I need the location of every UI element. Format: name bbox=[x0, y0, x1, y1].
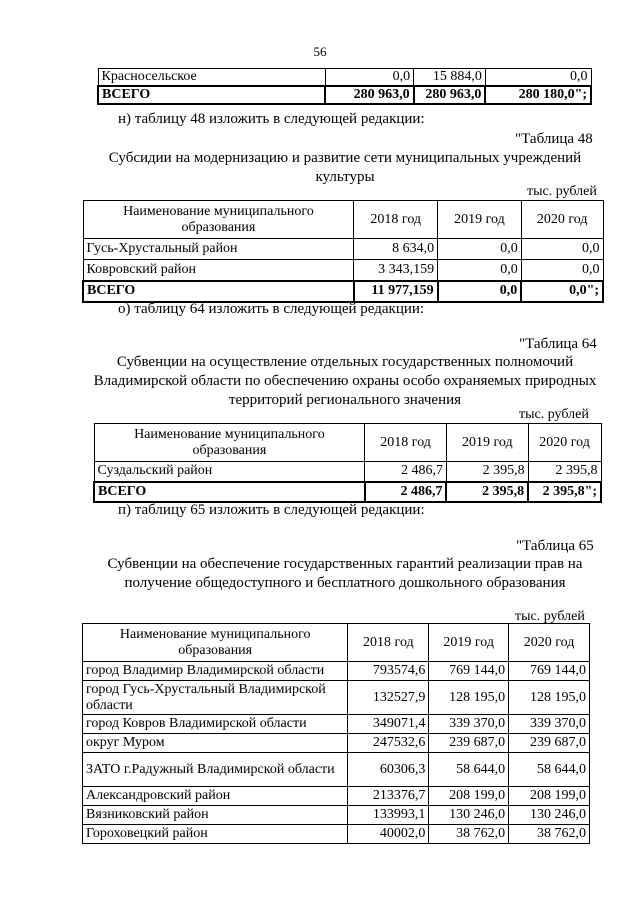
value-2018: 40002,0 bbox=[348, 825, 429, 844]
total-label: ВСЕГО bbox=[98, 86, 325, 104]
total-row bbox=[98, 86, 591, 104]
instruction-o: о) таблицу 64 изложить в следующей редакции: bbox=[118, 301, 425, 317]
table-48-title bbox=[80, 149, 610, 187]
total-2018: 280 963,0 bbox=[325, 86, 414, 104]
value-2020: 208 199,0 bbox=[509, 787, 590, 806]
total-2019: 2 395,8 bbox=[446, 482, 528, 502]
table-row bbox=[94, 462, 601, 482]
total-2020: 2 395,8"; bbox=[528, 482, 601, 502]
title-line: Субсидии на модернизацию и развитие сети муниципальных учреждений bbox=[108, 150, 582, 166]
table-row bbox=[98, 69, 591, 87]
value-2018: 3 343,159 bbox=[354, 260, 438, 281]
table-row bbox=[83, 787, 590, 806]
row-name: город Владимир Владимирской области bbox=[83, 662, 348, 681]
table-row bbox=[83, 715, 590, 734]
page-number: 56 bbox=[313, 44, 327, 59]
row-name: Вязниковский район bbox=[83, 806, 348, 825]
row-name: Александровский район bbox=[83, 787, 348, 806]
total-2018: 2 486,7 bbox=[365, 482, 447, 502]
table-row bbox=[83, 681, 590, 715]
value-2020: 58 644,0 bbox=[509, 753, 590, 787]
table-row bbox=[83, 260, 603, 281]
continued-table bbox=[97, 68, 592, 105]
value-2020: 239 687,0 bbox=[509, 734, 590, 753]
row-name: Суздальский район bbox=[94, 462, 365, 482]
title-line: Субвенции на обеспечение государственных гарантий реализации прав на bbox=[107, 556, 583, 572]
table-65-units: тыс. рублей bbox=[515, 609, 585, 624]
value-2020: 38 762,0 bbox=[509, 825, 590, 844]
header-2019: 2019 год bbox=[438, 201, 522, 239]
row-name: город Ковров Владимирской области bbox=[83, 715, 348, 734]
table-header-row bbox=[94, 424, 601, 462]
table-65-title bbox=[80, 555, 610, 593]
header-2018: 2018 год bbox=[365, 424, 447, 462]
value-2018: 8 634,0 bbox=[354, 239, 438, 260]
table-64 bbox=[93, 423, 602, 503]
value-2020: 769 144,0 bbox=[509, 662, 590, 681]
value-2019: 239 687,0 bbox=[429, 734, 509, 753]
header-2018: 2018 год bbox=[348, 624, 429, 662]
value-2019: 58 644,0 bbox=[429, 753, 509, 787]
total-row bbox=[83, 281, 603, 302]
row-name: Гороховецкий район bbox=[83, 825, 348, 844]
table-64-label: "Таблица 64 bbox=[519, 336, 597, 352]
row-name: ЗАТО г.Радужный Владимирской области bbox=[83, 753, 348, 787]
value-2020: 0,0 bbox=[485, 69, 591, 87]
row-name: Красносельское bbox=[98, 69, 325, 87]
value-2020: 2 395,8 bbox=[528, 462, 601, 482]
header-name: Наименование муниципального образования bbox=[94, 424, 365, 462]
value-2020: 339 370,0 bbox=[509, 715, 590, 734]
table-65 bbox=[82, 623, 590, 844]
total-2020: 280 180,0"; bbox=[485, 86, 591, 104]
value-2019: 15 884,0 bbox=[414, 69, 486, 87]
title-line: Субвенции на осуществление отдельных государственных полномочий bbox=[116, 354, 574, 370]
value-2020: 128 195,0 bbox=[509, 681, 590, 715]
title-line: получение общедоступного и бесплатного дошкольного образования bbox=[124, 575, 566, 591]
total-row bbox=[94, 482, 601, 502]
table-row bbox=[83, 753, 590, 787]
value-2018: 0,0 bbox=[325, 69, 414, 87]
value-2019: 208 199,0 bbox=[429, 787, 509, 806]
value-2019: 0,0 bbox=[438, 260, 522, 281]
row-name: Гусь-Хрустальный район bbox=[83, 239, 354, 260]
value-2019: 130 246,0 bbox=[429, 806, 509, 825]
total-2020: 0,0"; bbox=[521, 281, 603, 302]
table-row bbox=[83, 734, 590, 753]
value-2020: 0,0 bbox=[521, 239, 603, 260]
table-row bbox=[83, 239, 603, 260]
value-2018: 60306,3 bbox=[348, 753, 429, 787]
title-line: Владимирской области по обеспечению охраны особо охраняемых природных bbox=[93, 373, 597, 389]
value-2019: 2 395,8 bbox=[446, 462, 528, 482]
row-name: Ковровский район bbox=[83, 260, 354, 281]
title-line: территорий регионального значения bbox=[228, 392, 462, 408]
table-64-title bbox=[80, 353, 610, 410]
table-header-row bbox=[83, 624, 590, 662]
value-2019: 0,0 bbox=[438, 239, 522, 260]
header-2018: 2018 год bbox=[354, 201, 438, 239]
value-2018: 247532,6 bbox=[348, 734, 429, 753]
header-2020: 2020 год bbox=[521, 201, 603, 239]
table-header-row bbox=[83, 201, 603, 239]
table-64-units: тыс. рублей bbox=[519, 407, 589, 422]
value-2019: 128 195,0 bbox=[429, 681, 509, 715]
header-2020: 2020 год bbox=[528, 424, 601, 462]
total-label: ВСЕГО bbox=[94, 482, 365, 502]
header-name: Наименование муниципального образования bbox=[83, 624, 348, 662]
header-2019: 2019 год bbox=[446, 424, 528, 462]
total-label: ВСЕГО bbox=[83, 281, 354, 302]
total-2019: 0,0 bbox=[438, 281, 522, 302]
instruction-p: п) таблицу 65 изложить в следующей редакции: bbox=[118, 502, 425, 518]
table-48-label: "Таблица 48 bbox=[515, 131, 593, 147]
value-2020: 0,0 bbox=[521, 260, 603, 281]
value-2019: 769 144,0 bbox=[429, 662, 509, 681]
instruction-n: н) таблицу 48 изложить в следующей редакции: bbox=[118, 111, 425, 127]
table-65-label: "Таблица 65 bbox=[516, 538, 594, 554]
table-row bbox=[83, 825, 590, 844]
value-2018: 2 486,7 bbox=[365, 462, 447, 482]
table-48 bbox=[82, 200, 604, 303]
value-2018: 793574,6 bbox=[348, 662, 429, 681]
row-name: город Гусь-Хрустальный Владимирской области bbox=[83, 681, 348, 715]
title-line: культуры bbox=[315, 169, 375, 185]
header-2020: 2020 год bbox=[509, 624, 590, 662]
value-2019: 38 762,0 bbox=[429, 825, 509, 844]
value-2018: 349071,4 bbox=[348, 715, 429, 734]
table-row bbox=[83, 806, 590, 825]
table-48-units: тыс. рублей bbox=[527, 184, 597, 199]
header-2019: 2019 год bbox=[429, 624, 509, 662]
value-2018: 132527,9 bbox=[348, 681, 429, 715]
total-2018: 11 977,159 bbox=[354, 281, 438, 302]
value-2018: 133993,1 bbox=[348, 806, 429, 825]
header-name: Наименование муниципального образования bbox=[83, 201, 354, 239]
value-2020: 130 246,0 bbox=[509, 806, 590, 825]
value-2018: 213376,7 bbox=[348, 787, 429, 806]
value-2019: 339 370,0 bbox=[429, 715, 509, 734]
total-2019: 280 963,0 bbox=[414, 86, 486, 104]
table-row bbox=[83, 662, 590, 681]
row-name: округ Муром bbox=[83, 734, 348, 753]
